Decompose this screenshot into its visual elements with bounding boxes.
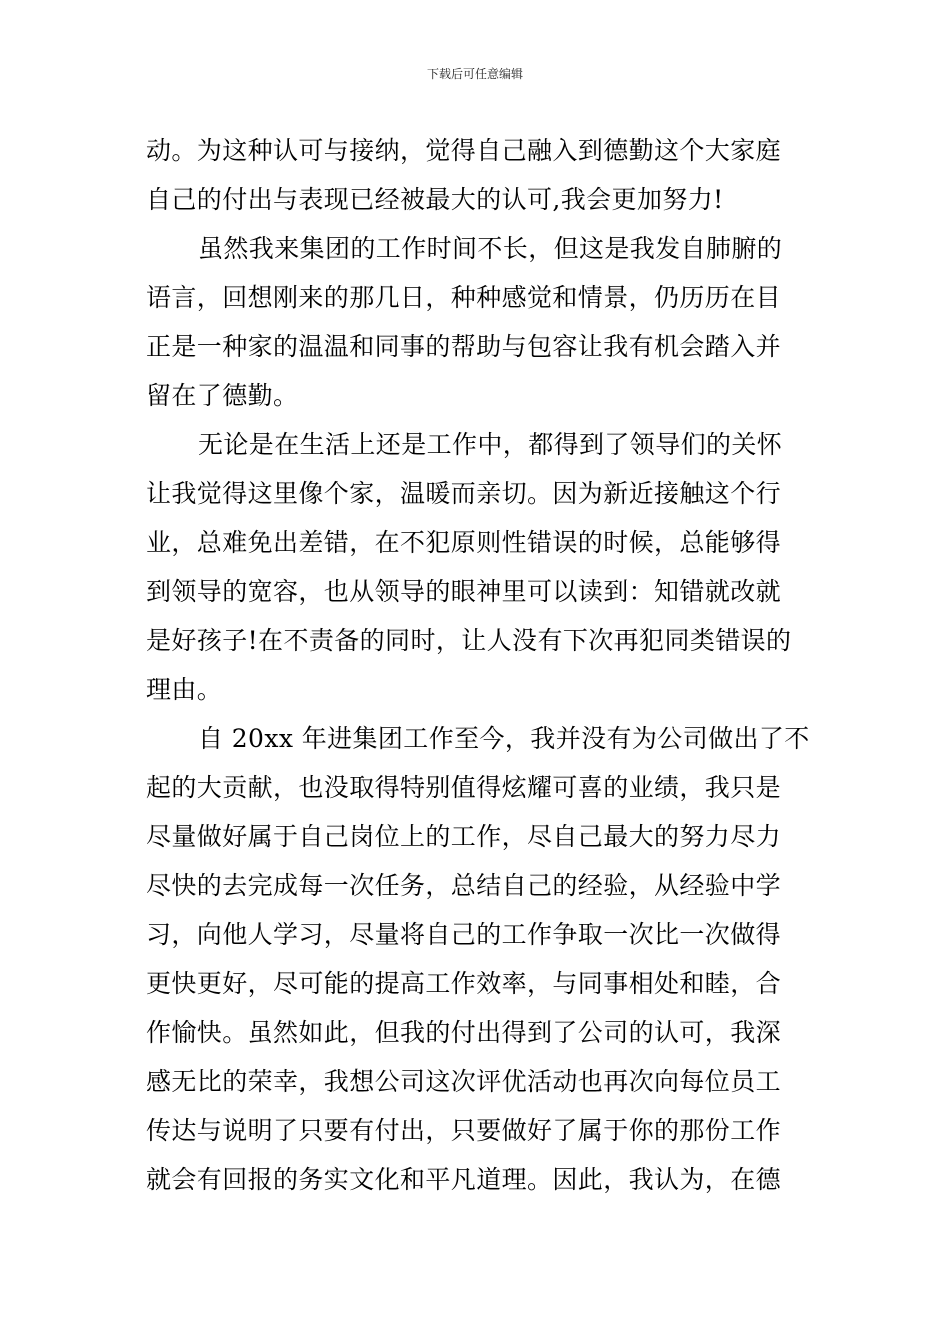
text-line: 虽然我来集团的工作时间不长，但这是我发自肺腑的 xyxy=(198,234,783,263)
text-line: 留在了德勤。 xyxy=(146,381,299,410)
page-header: 下载后可任意编辑 xyxy=(426,67,523,81)
text-line: 习，向他人学习，尽量将自己的工作争取一次比一次做得 xyxy=(146,920,782,949)
text-line: 动。为这种认可与接纳，觉得自己融入到德勤这个大家庭 xyxy=(146,136,782,165)
text-line: 正是一种家的温温和同事的帮助与包容让我有机会踏入并 xyxy=(146,332,782,361)
text-line: 是好孩子!在不责备的同时，让人没有下次再犯同类错误的 xyxy=(146,626,792,655)
text-line: 作愉快。虽然如此，但我的付出得到了公司的认可，我深 xyxy=(146,1018,782,1047)
text-line: 传达与说明了只要有付出，只要做好了属于你的那份工作 xyxy=(146,1116,782,1145)
text-line: 尽快的去完成每一次任务，总结自己的经验，从经验中学 xyxy=(146,871,782,900)
text-line: 语言，回想刚来的那几日，种种感觉和情景，仍历历在目 xyxy=(146,283,782,312)
text-line: 业，总难免出差错，在不犯原则性错误的时候，总能够得 xyxy=(146,528,782,557)
text-line: 自 20xx 年进集团工作至今，我并没有为公司做出了不 xyxy=(198,724,810,753)
text-line: 感无比的荣幸，我想公司这次评优活动也再次向每位员工 xyxy=(146,1067,782,1096)
document-body xyxy=(146,126,811,1204)
text-line: 起的大贡献，也没取得特别值得炫耀可喜的业绩，我只是 xyxy=(146,773,782,802)
text-line: 就会有回报的务实文化和平凡道理。因此，我认为，在德 xyxy=(146,1165,782,1194)
text-line: 自己的付出与表现已经被最大的认可,我会更加努力! xyxy=(146,185,724,214)
text-line: 尽量做好属于自己岗位上的工作，尽自己最大的努力尽力 xyxy=(146,822,782,851)
text-line: 让我觉得这里像个家，温暖而亲切。因为新近接触这个行 xyxy=(146,479,782,508)
text-line: 到领导的宽容，也从领导的眼神里可以读到：知错就改就 xyxy=(146,577,782,606)
text-line: 更快更好，尽可能的提高工作效率，与同事相处和睦，合 xyxy=(146,969,782,998)
text-line: 无论是在生活上还是工作中，都得到了领导们的关怀 xyxy=(198,430,783,459)
text-line: 理由。 xyxy=(146,675,223,704)
